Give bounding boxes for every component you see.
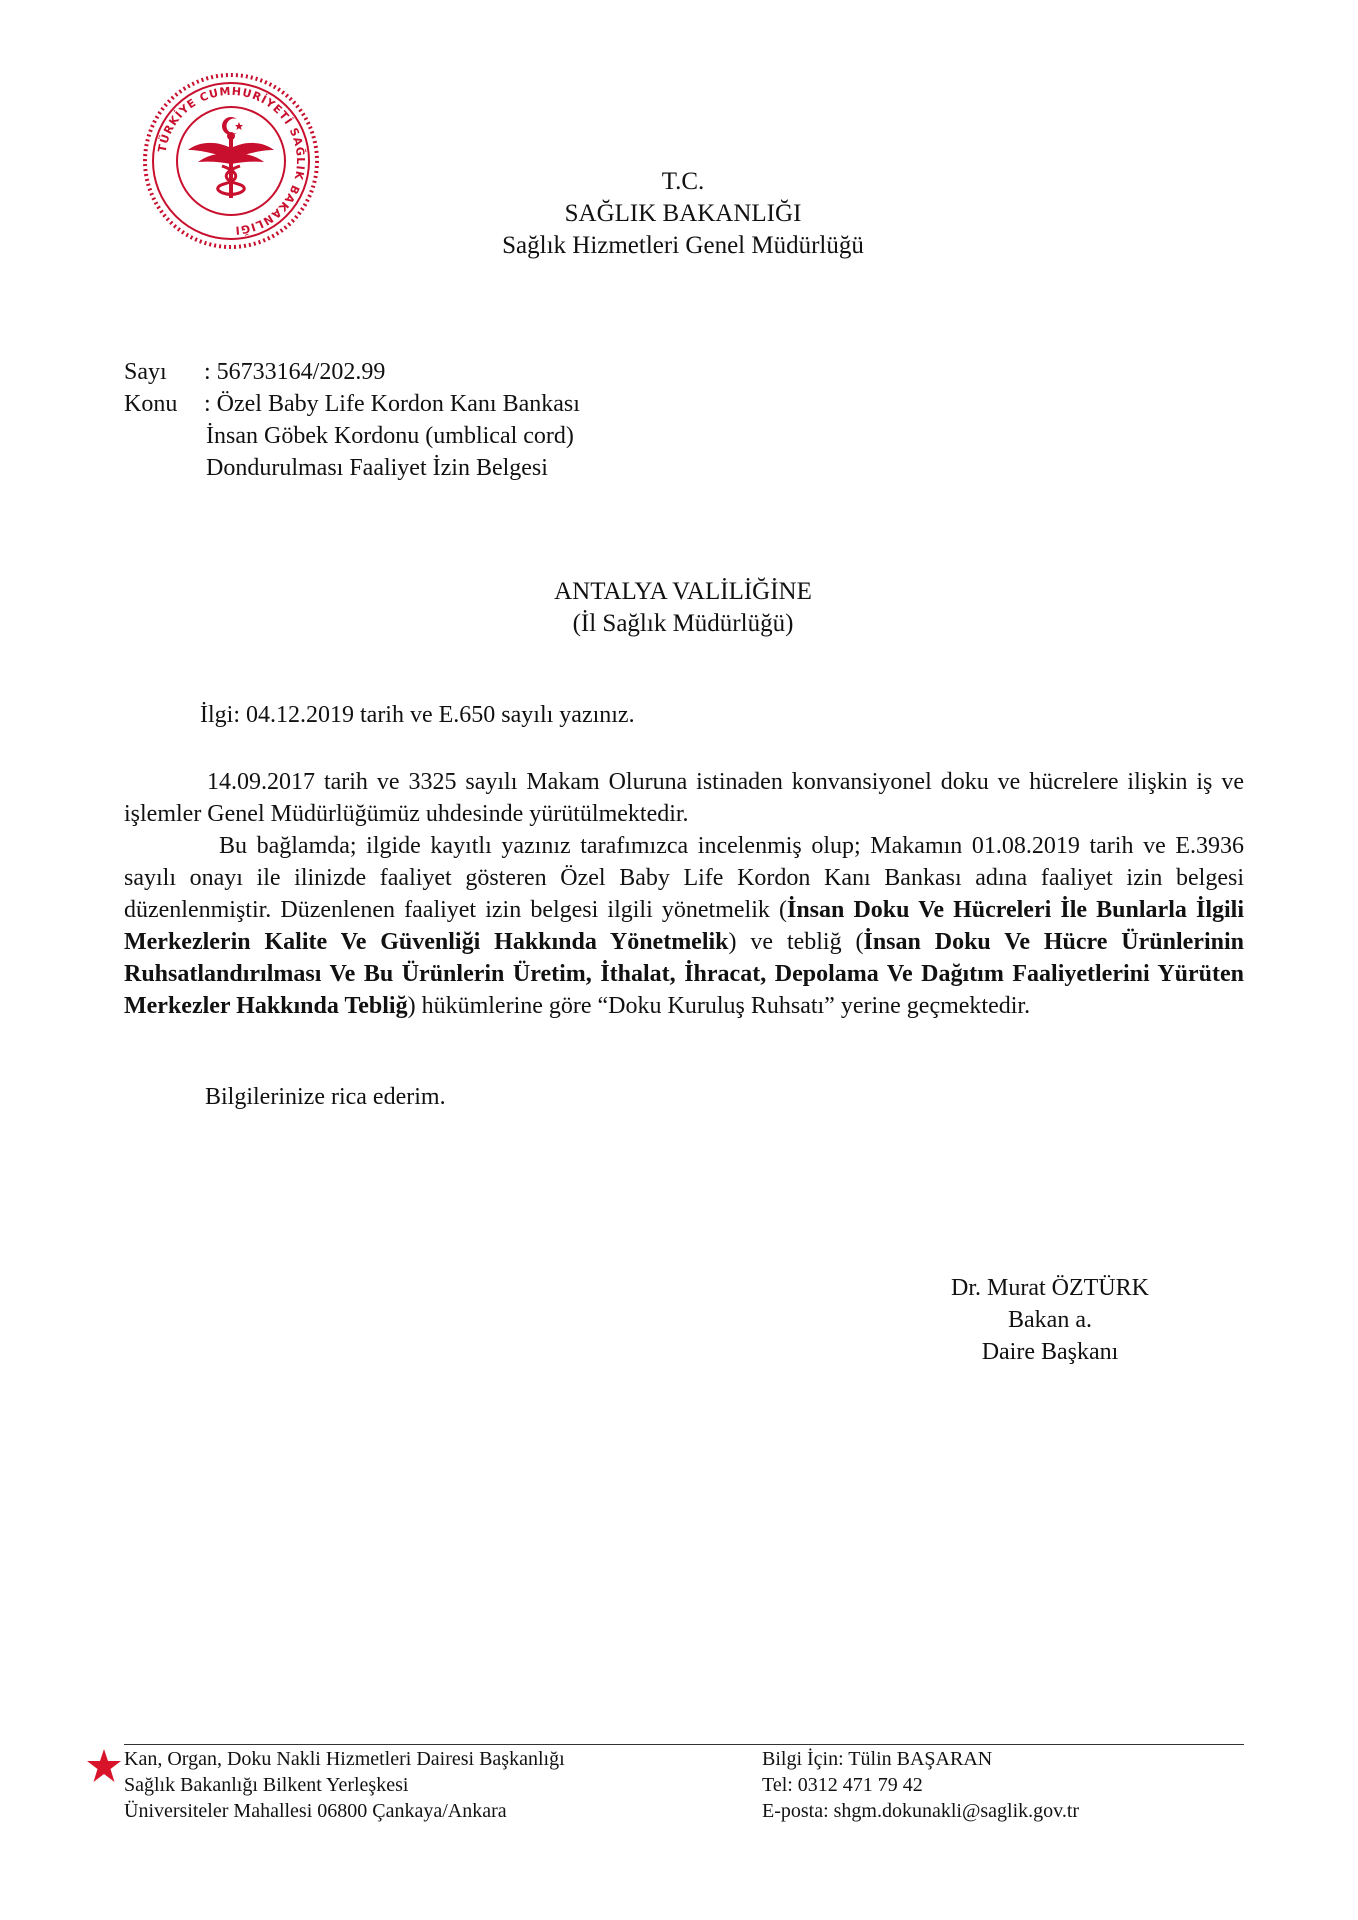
footer-contact [762,1746,1079,1824]
footer-phone: Tel: 0312 471 79 42 [762,1774,923,1796]
seal-lettering: TÜRKİYE CUMHURİYETİ SAĞLIK BAKANLIĞI [155,84,308,237]
addressee [0,576,1358,640]
konu-line-2: İnsan Göbek Kordonu (umblical cord) [206,423,574,449]
konu-value: : Özel Baby Life Kordon Kanı Bankası [204,391,580,417]
footer-contact-person: Bilgi İçin: Tülin BAŞARAN [762,1748,993,1770]
body-p2-regulation: İnsan Doku Ve Hücreleri İle Bunlarla İlgili Merkezlerin Kalite Ve Güvenliği Hakkında Yönetmelik [124,897,1244,955]
closing-line: Bilgilerinize rica ederim. [205,1084,446,1110]
reference-line: İlgi: 04.12.2019 tarih ve E.650 sayılı yazınız. [200,702,635,728]
konu-row [124,388,580,420]
konu-line-3: Dondurulması Faaliyet İzin Belgesi [206,455,548,481]
footer-campus: Sağlık Bakanlığı Bilkent Yerleşkesi [124,1774,409,1796]
footer-street: Üniversiteler Mahallesi 06800 Çankaya/Ankara [124,1800,507,1822]
body-p2-text-a: Bu bağlamda; ilgide kayıtlı yazınız tarafımızca incelenmiş olup; Makamın 01.08.2019 tarih ve E.3936 sayılı onayı ile ilinizde faaliyet gösteren Özel Baby Life Kordon Kanı Bankası adına faaliyet izin belgesi düzenlenmiştir. Düzenlenen faaliyet izin belgesi ilgili yönetmelik ( [124,833,1244,923]
letter-body [124,766,1244,1022]
sayi-row [124,356,580,388]
footer-email: E-posta: shgm.dokunakli@saglik.gov.tr [762,1800,1080,1822]
header-directorate: Sağlık Hizmetleri Genel Müdürlüğü [502,232,864,259]
body-paragraph-1: 14.09.2017 tarih ve 3325 sayılı Makam Oluruna istinaden konvansiyonel doku ve hücrelere ilişkin iş ve işlemler Genel Müdürlüğümüz uhdesinde yürütülmektedir. [124,769,1244,827]
konu-label: Konu [124,391,178,417]
signature-block [920,1272,1180,1368]
header-tc: T.C. [661,168,705,195]
footer-address [124,1746,565,1824]
addressee-line-1: ANTALYA VALİLİĞİNE [554,578,812,605]
signatory-name: Dr. Murat ÖZTÜRK [951,1275,1149,1301]
signatory-title: Daire Başkanı [981,1339,1119,1365]
letter-meta [124,356,580,484]
addressee-line-2: (İl Sağlık Müdürlüğü) [572,610,794,637]
signatory-on-behalf: Bakan a. [1008,1307,1092,1333]
body-p2-text-b: ) ve tebliğ ( [728,929,864,955]
body-paragraph-2 [124,830,1244,1022]
footer-divider [124,1744,1244,1745]
sayi-label: Sayı [124,359,167,385]
sayi-value: : 56733164/202.99 [204,359,386,385]
body-p2-communique: İnsan Doku Ve Hücre Ürünlerinin Ruhsatlandırılması Ve Bu Ürünlerin Üretim, İthalat, İhracat, Depolama Ve Dağıtım Faaliyetlerini Yürüten Merkezler Hakkında Tebliğ [124,929,1244,1019]
header-ministry: SAĞLIK BAKANLIĞI [564,200,802,227]
body-p2-text-c: ) hükümlerine göre “Doku Kuruluş Ruhsatı” yerine geçmektedir. [407,993,1031,1019]
footer-department: Kan, Organ, Doku Nakli Hizmetleri Dairesi Başkanlığı [124,1748,565,1770]
red-star-icon [86,1748,122,1784]
letterhead [0,166,1358,262]
